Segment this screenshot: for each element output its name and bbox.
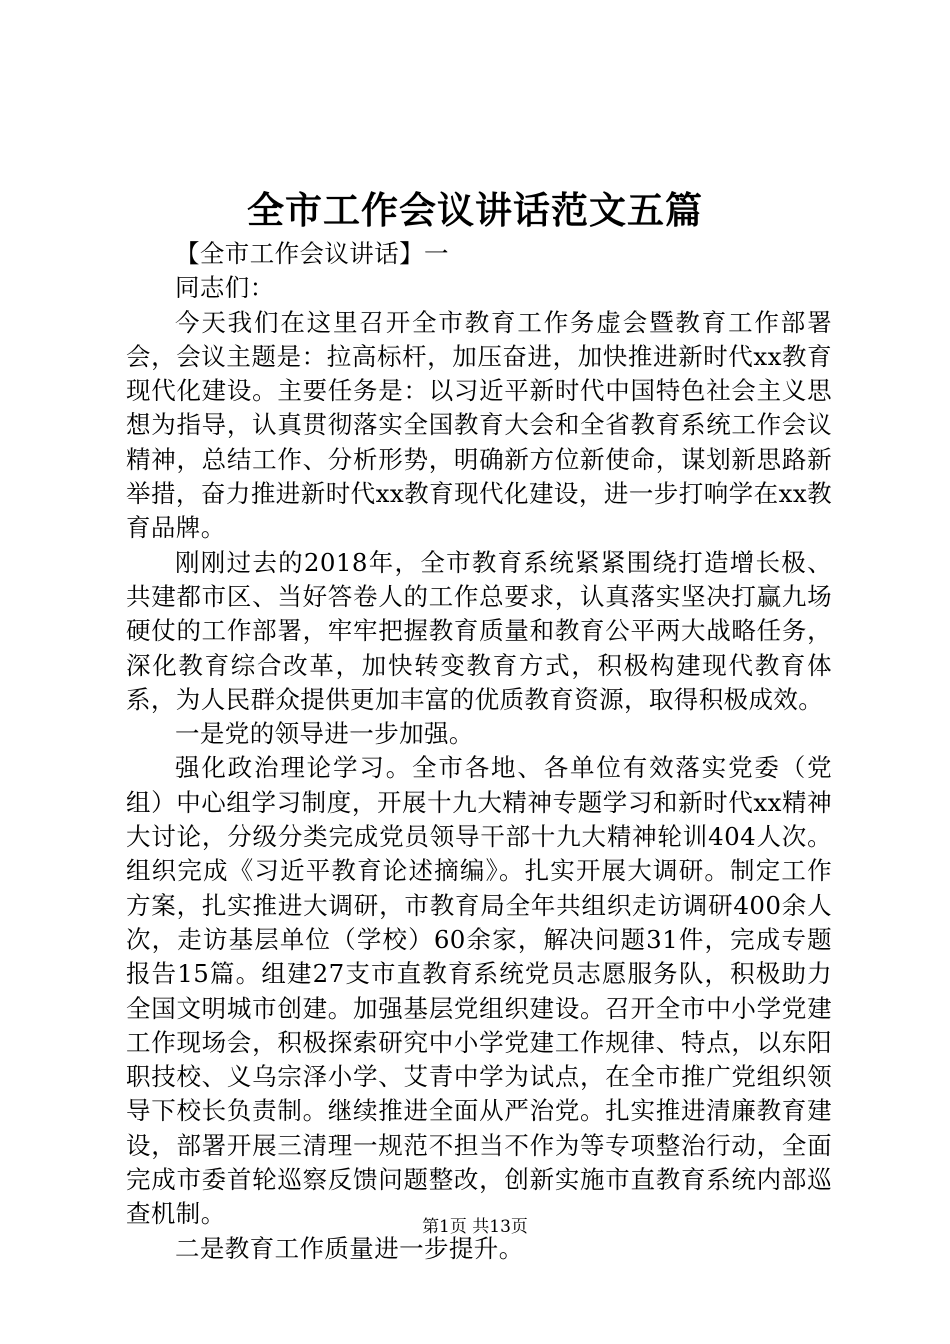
subheading: 一是党的领导进一步加强。 [175, 719, 474, 749]
subheading: 二是教育工作质量进一步提升。 [175, 1233, 524, 1263]
section-heading: 【全市工作会议讲话】一 [175, 239, 449, 268]
body-paragraph: 强化政治理论学习。全市各地、各单位有效落实党委（党组）中心组学习制度，开展十九大精神专题学习和新时代xx精神大讨论，分级分类完成党员领导干部十九大精神轮训404人次。组织完成《习近平教育论述摘编》。扎实开展大调研。制定工作方案，扎实推进大调研，市教育局全年共组织走访调研400余人次，走访基层单位（学校）60余家，解决问题31件，完成专题报告15篇。组建27支市直教育系统党员志愿服务队，积极助力全国文明城市创建。加强基层党组织建设。召开全市中小学党建工作现场会，积极探索研究中小学党建工作规律、特点，以东阳职技校、义乌宗泽小学、艾青中学为试点，在全市推广党组织领导下校长负责制。继续推进全面从严治党。扎实推进清廉教育建设，部署开展三清理一规范不担当不作为等专项整治行动，全面完成市委首轮巡察反馈问题整改，创新实施市直教育系统内部巡查机制。 [126, 753, 832, 1229]
page-number: 第1页 共13页 [422, 1217, 528, 1237]
body-paragraph: 今天我们在这里召开全市教育工作务虚会暨教育工作部署会，会议主题是：拉高标杆，加压奋进，加快推进新时代xx教育现代化建设。主要任务是：以习近平新时代中国特色社会主义思想为指导，认真贯彻落实全国教育大会和全省教育系统工作会议精神，总结工作、分析形势，明确新方位新使命，谋划新思路新举措，奋力推进新时代xx教育现代化建设，进一步打响学在xx教育品牌。 [126, 307, 832, 543]
document-title: 全市工作会议讲话范文五篇 [247, 188, 703, 232]
body-paragraph: 刚刚过去的2018年，全市教育系统紧紧围绕打造增长极、共建都市区、当好答卷人的工作总要求，认真落实坚决打赢九场硬仗的工作部署，牢牢把握教育质量和教育公平两大战略任务，深化教育综合改革，加快转变教育方式，积极构建现代教育体系，为人民群众提供更加丰富的优质教育资源，取得积极成效。 [126, 547, 832, 714]
document-body [126, 237, 832, 1266]
salutation: 同志们： [175, 273, 275, 303]
